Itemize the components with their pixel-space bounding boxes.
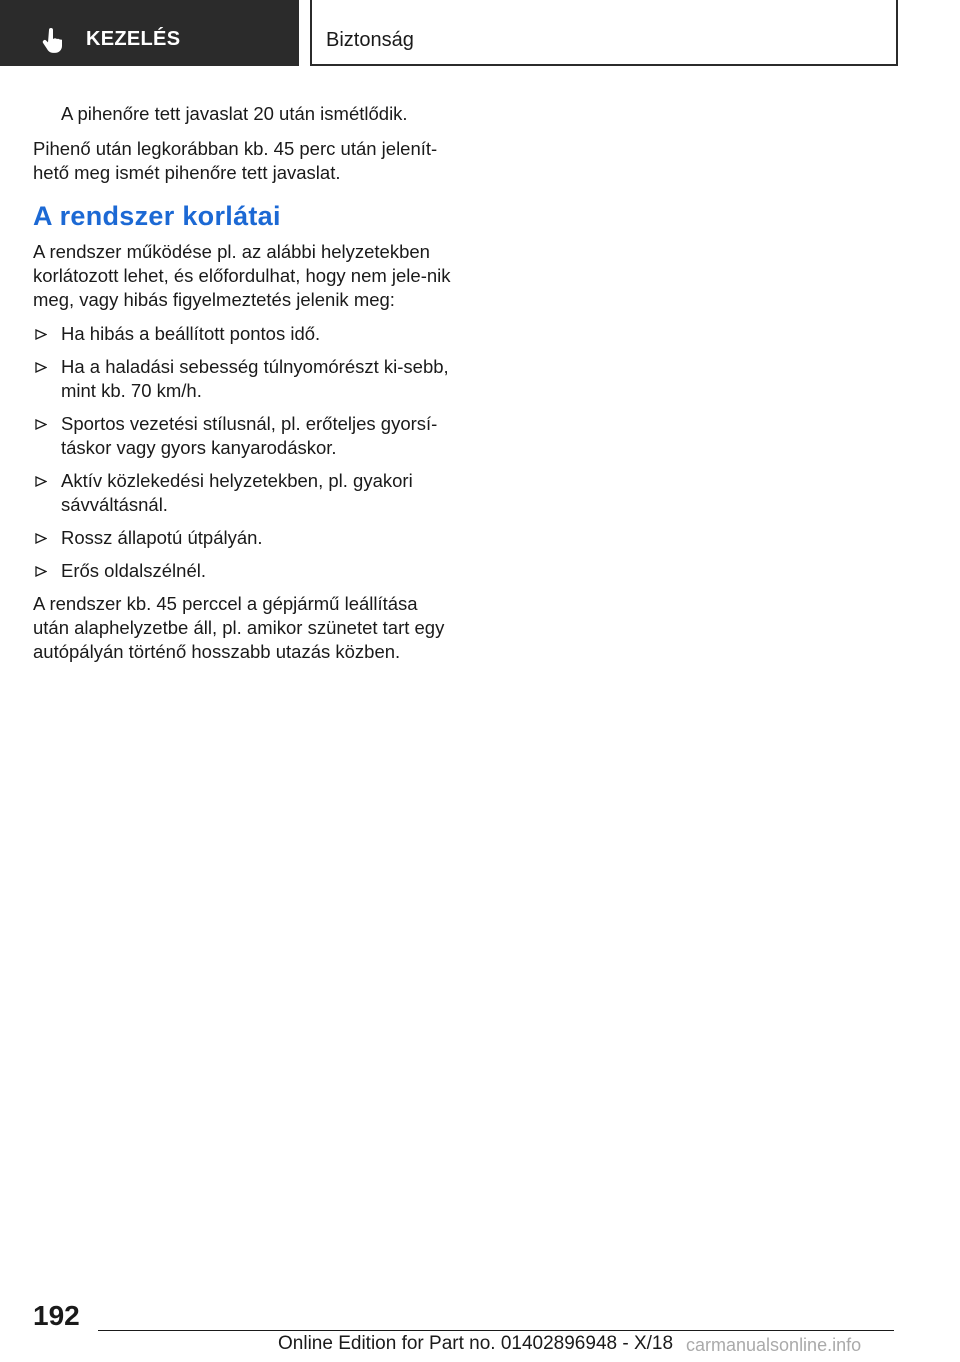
chapter-label: Biztonság [326, 29, 414, 51]
triangle-bullet-icon [35, 566, 47, 577]
intro-indented-paragraph: A pihenőre tett javaslat 20 után ismétlődik. [61, 103, 408, 124]
list-item [33, 526, 453, 550]
list-item-text: Erős oldalszélnél. [61, 560, 206, 581]
list-item [33, 412, 453, 460]
watermark: carmanualsonline.info [686, 1335, 862, 1355]
hand-pointer-icon [40, 27, 68, 55]
triangle-bullet-icon [35, 533, 47, 544]
triangle-bullet-icon [35, 476, 47, 487]
limitations-list [33, 322, 453, 583]
footer-divider [98, 1330, 894, 1331]
list-item-text: Rossz állapotú útpályán. [61, 527, 263, 548]
section-heading: A rendszer korlátai [33, 201, 281, 231]
list-item-text: Sportos vezetési stílusnál, pl. erőteljes gyorsí-táskor vagy gyors kanyarodáskor. [61, 413, 438, 458]
list-item-text: Ha hibás a beállított pontos idő. [61, 323, 321, 344]
list-item-text: Aktív közlekedési helyzetekben, pl. gyakori sávváltásnál. [61, 470, 413, 515]
list-item [33, 355, 453, 403]
intro-paragraph: Pihenő után legkorábban kb. 45 perc után jelenít-hető meg ismét pihenőre tett javaslat. [33, 138, 438, 183]
list-item-text: Ha a haladási sebesség túlnyomórészt ki-sebb, mint kb. 70 km/h. [61, 356, 449, 401]
page-number: 192 [33, 1300, 80, 1331]
edition-footer: Online Edition for Part no. 01402896948 - X/18 [278, 1333, 674, 1354]
triangle-bullet-icon [35, 419, 47, 430]
list-item [33, 559, 453, 583]
section-tab[interactable] [0, 0, 299, 66]
list-item [33, 322, 453, 346]
triangle-bullet-icon [35, 329, 47, 340]
chapter-tab[interactable] [310, 0, 898, 66]
closing-paragraph: A rendszer kb. 45 perccel a gépjármű leállítása után alaphelyzetbe áll, pl. amikor szünetet tart egy autópályán történő hosszabb utazás közben. [33, 593, 445, 662]
page-content [33, 102, 453, 664]
section-label: KEZELÉS [86, 28, 181, 50]
lead-paragraph: A rendszer működése pl. az alábbi helyzetekben korlátozott lehet, és előfordulhat, hogy nem jele-nik meg, vagy hibás figyelmeztetés jelenik meg: [33, 241, 451, 310]
list-item [33, 469, 453, 517]
triangle-bullet-icon [35, 362, 47, 373]
